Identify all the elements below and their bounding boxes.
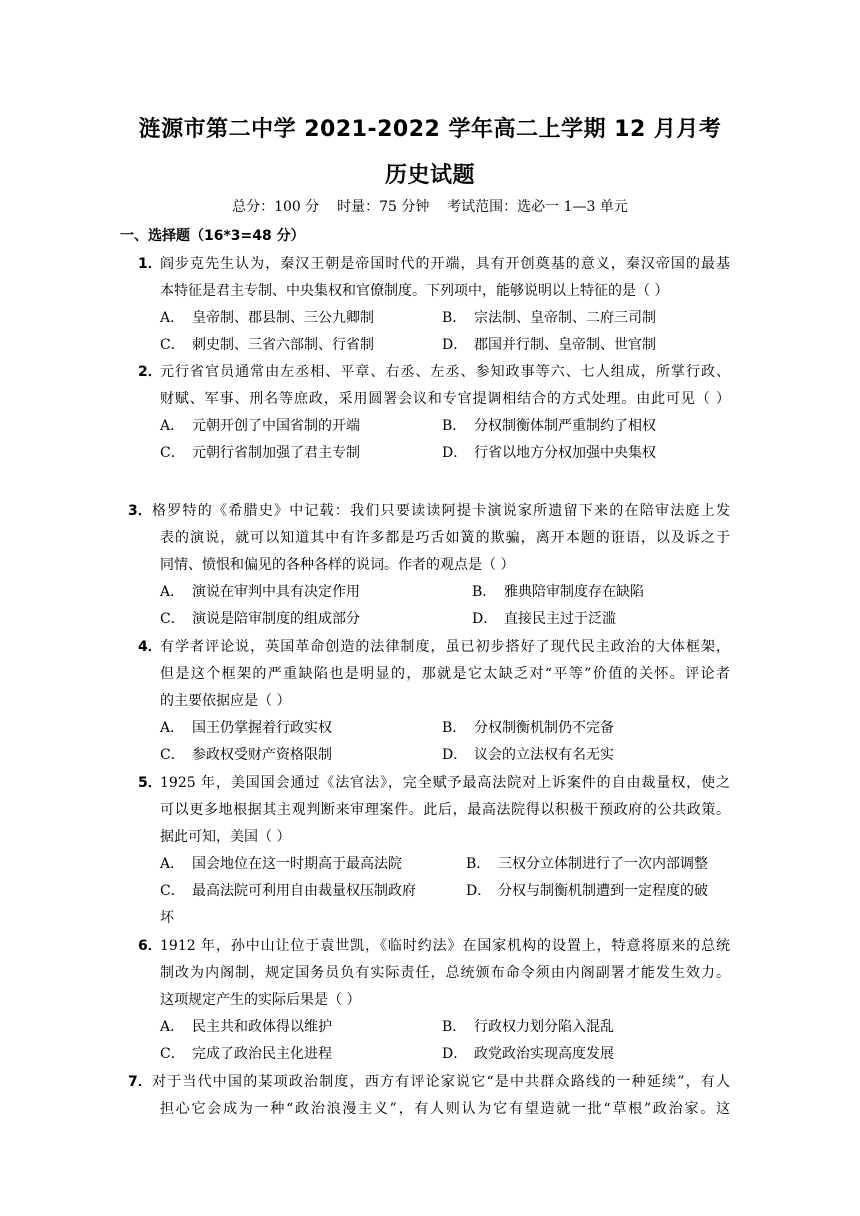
- question-number: 6．: [138, 938, 162, 954]
- option-letter: A．: [160, 1019, 185, 1035]
- question-number: 2．: [138, 364, 162, 380]
- option-d[interactable]: [466, 881, 708, 901]
- option-a[interactable]: [160, 1017, 332, 1037]
- option-b[interactable]: [472, 582, 644, 602]
- option-letter: D．: [472, 611, 498, 627]
- option-letter: B．: [472, 584, 497, 600]
- option-d-wrap: 坏: [160, 910, 174, 926]
- question-number: 3．: [128, 503, 152, 519]
- option-letter: C．: [160, 747, 185, 763]
- option-letter: C．: [160, 445, 185, 461]
- option-d[interactable]: [472, 609, 616, 629]
- option-text: 行省以地方分权加强中央集权: [474, 445, 656, 461]
- option-a[interactable]: [160, 582, 360, 602]
- question-number: 5．: [138, 775, 162, 791]
- question-text: 元行省官员通常由左丞相、平章、右丞、左丞、参知政事等六、七人组成，所掌行政、: [160, 364, 730, 380]
- question-text: 阎步克先生认为，秦汉王朝是帝国时代的开端，具有开创奠基的意义，秦汉帝国的最基: [160, 256, 730, 272]
- option-b[interactable]: [442, 718, 614, 738]
- option-text: 国会地位在这一时期高于最高法院: [192, 856, 402, 872]
- option-letter: C．: [160, 883, 185, 899]
- option-letter: D．: [442, 337, 468, 353]
- option-letter: D．: [442, 747, 468, 763]
- question-text: 有学者评论说，英国革命创造的法律制度，虽已初步搭好了现代民主政治的大体框架，: [160, 639, 730, 655]
- question-text: 同情、愤恨和偏见的各种各样的说词。作者的观点是（ ）: [160, 557, 515, 573]
- question-text: 制改为内阁制，规定国务员负有实际责任，总统颁布命令须由内阁副署才能发生效力。: [160, 965, 730, 981]
- option-c[interactable]: [160, 881, 416, 901]
- question-text: 对于当代中国的某项政治制度，西方有评论家说它“是中共群众路线的一种延续”，有人: [152, 1074, 730, 1090]
- option-b[interactable]: [466, 854, 708, 874]
- option-text: 皇帝制、郡县制、三公九卿制: [192, 310, 374, 326]
- option-c[interactable]: [160, 609, 360, 629]
- option-d[interactable]: [442, 335, 656, 355]
- option-letter: C．: [160, 611, 185, 627]
- option-text: 议会的立法权有名无实: [474, 747, 614, 763]
- option-letter: A．: [160, 584, 185, 600]
- option-letter: C．: [160, 1046, 185, 1062]
- option-a[interactable]: [160, 308, 374, 328]
- option-letter: A．: [160, 310, 185, 326]
- option-b[interactable]: [442, 1017, 614, 1037]
- question-text: 的主要依据应是（ ）: [160, 693, 291, 709]
- option-c[interactable]: [160, 1044, 332, 1064]
- option-letter: A．: [160, 720, 185, 736]
- option-text: 国王仍掌握着行政实权: [192, 720, 332, 736]
- option-text: 元朝行省制加强了君主专制: [192, 445, 360, 461]
- question-text: 据此可知，美国（ ）: [160, 829, 291, 845]
- option-letter: D．: [442, 445, 468, 461]
- option-c[interactable]: [160, 745, 332, 765]
- option-letter: B．: [442, 310, 467, 326]
- option-text: 行政权力划分陷入混乱: [474, 1019, 614, 1035]
- option-text: 政党政治实现高度发展: [474, 1046, 614, 1062]
- question-text: 格罗特的《希腊史》中记载：我们只要读读阿提卡演说家所遗留下来的在陪审法庭上发: [152, 503, 730, 519]
- option-text: 参政权受财产资格限制: [192, 747, 332, 763]
- option-text: 演说在审判中具有决定作用: [192, 584, 360, 600]
- option-letter: D．: [442, 1046, 468, 1062]
- option-letter: C．: [160, 337, 185, 353]
- question-number: 7．: [128, 1074, 152, 1090]
- option-text: 宗法制、皇帝制、二府三司制: [474, 310, 656, 326]
- option-text: 分权制衡体制严重制约了相权: [474, 418, 656, 434]
- section-heading: 一、选择题（16*3=48 分）: [120, 228, 305, 244]
- option-text: 元朝开创了中国省制的开端: [192, 418, 360, 434]
- exam-title: 涟源市第二中学 2021-2022 学年高二上学期 12 月月考: [138, 117, 722, 142]
- option-a[interactable]: [160, 854, 402, 874]
- option-letter: B．: [442, 418, 467, 434]
- option-d[interactable]: [442, 443, 656, 463]
- option-text: 直接民主过于泛滥: [504, 611, 616, 627]
- question-number: 1．: [138, 256, 162, 272]
- question-text: 这项规定产生的实际后果是（ ）: [160, 992, 361, 1008]
- option-text: 雅典陪审制度存在缺陷: [504, 584, 644, 600]
- option-letter: A．: [160, 856, 185, 872]
- option-letter: B．: [442, 720, 467, 736]
- exam-info: 总分：100 分 时量：75 分钟 考试范围：选必一 1—3 单元: [232, 199, 628, 215]
- option-text: 三权分立体制进行了一次内部调整: [498, 856, 708, 872]
- question-text: 担心它会成为一种“政治浪漫主义”，有人则认为它有望造就一批“草根”政治家。这: [160, 1101, 730, 1117]
- option-text: 最高法院可利用自由裁量权压制政府: [192, 883, 416, 899]
- option-a[interactable]: [160, 718, 332, 738]
- option-b[interactable]: [442, 416, 656, 436]
- option-text: 分权制衡机制仍不完备: [474, 720, 614, 736]
- question-text: 财赋、军事、刑名等庶政，采用圆署会议和专官提调相结合的方式处理。由此可见（ ）: [160, 391, 730, 407]
- option-c[interactable]: [160, 443, 360, 463]
- option-text: 分权与制衡机制遭到一定程度的破: [498, 883, 708, 899]
- exam-subject-title: 历史试题: [384, 163, 475, 188]
- question-text: 本特征是君主专制、中央集权和官僚制度。下列项中，能够说明以上特征的是（ ）: [160, 283, 669, 299]
- question-text: 1912 年，孙中山让位于袁世凯，《临时约法》在国家机构的设置上，特意将原来的总统: [160, 938, 730, 954]
- option-letter: A．: [160, 418, 185, 434]
- option-text: 民主共和政体得以维护: [192, 1019, 332, 1035]
- option-d[interactable]: [442, 1044, 614, 1064]
- option-text: 完成了政治民主化进程: [192, 1046, 332, 1062]
- question-text: 表的演说，就可以知道其中有许多都是巧舌如簧的欺骗，离开本题的诳语，以及诉之于: [160, 530, 730, 546]
- option-b[interactable]: [442, 308, 656, 328]
- question-text: 可以更多地根据其主观判断来审理案件。此后，最高法院得以积极干预政府的公共政策。: [160, 802, 730, 818]
- option-text: 郡国并行制、皇帝制、世官制: [474, 337, 656, 353]
- option-letter: B．: [442, 1019, 467, 1035]
- question-text: 1925 年，美国国会通过《法官法》，完全赋予最高法院对上诉案件的自由裁量权，使之: [160, 775, 730, 791]
- question-number: 4．: [138, 639, 162, 655]
- option-c[interactable]: [160, 335, 374, 355]
- option-text: 演说是陪审制度的组成部分: [192, 611, 360, 627]
- option-text: 刺史制、三省六部制、行省制: [192, 337, 374, 353]
- option-letter: B．: [466, 856, 491, 872]
- option-d[interactable]: [442, 745, 614, 765]
- option-letter: D．: [466, 883, 492, 899]
- question-text: 但是这个框架的严重缺陷也是明显的，那就是它太缺乏对“平等”价值的关怀。评论者: [160, 666, 730, 682]
- option-a[interactable]: [160, 416, 360, 436]
